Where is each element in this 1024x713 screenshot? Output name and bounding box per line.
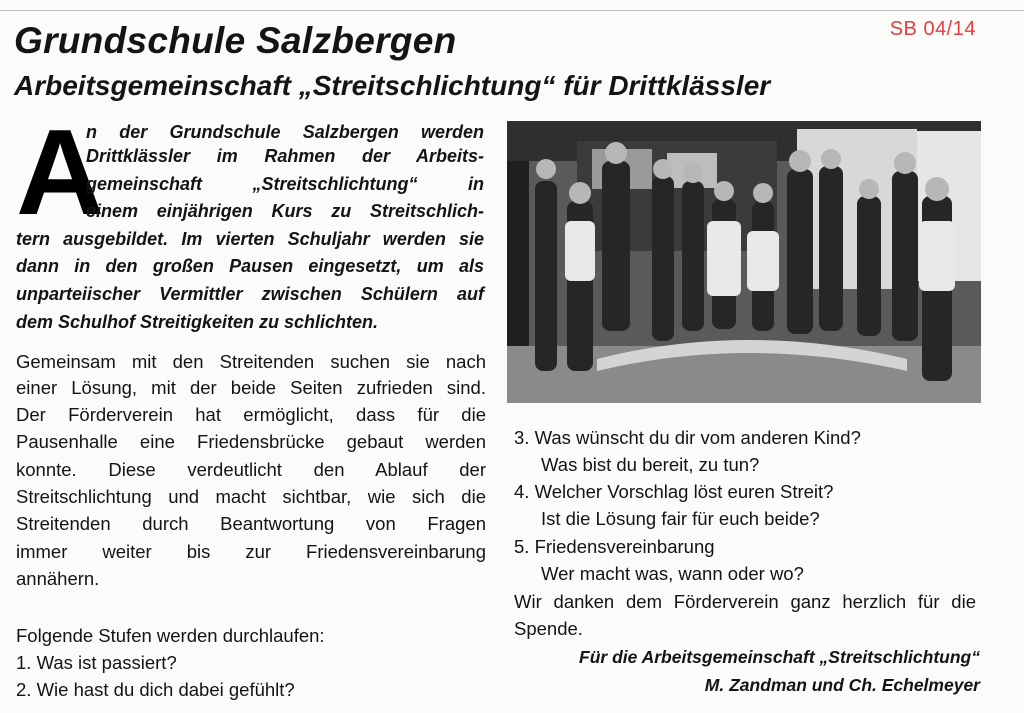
lead-line: dem Schulhof Streitigkeiten zu schlichten. bbox=[16, 312, 379, 332]
school-title: Grundschule Salzbergen bbox=[14, 20, 457, 61]
issue-tag: SB 04/14 bbox=[889, 18, 976, 40]
step-item: 4. Welcher Vorschlag löst euren Streit? bbox=[514, 481, 834, 502]
body-line: Gemeinsam mit den Streitenden suchen sie nach bbox=[16, 351, 486, 372]
lead-line: Drittklässler im Rahmen der Arbeits- bbox=[86, 146, 484, 166]
article-subtitle: Arbeitsgemeinschaft „Streitschlichtung“ für Drittklässler bbox=[14, 70, 771, 101]
body-line: einer Lösung, mit der beide Seiten zufrieden sind. bbox=[16, 377, 486, 398]
signature-authors: M. Zandman und Ch. Echelmeyer bbox=[704, 675, 980, 695]
thanks-line: Spende. bbox=[514, 618, 583, 639]
body-line: immer weiter bis zur Friedensvereinbarung bbox=[16, 541, 486, 562]
signature-line: Für die Arbeitsgemeinschaft „Streitschlichtung“ bbox=[579, 647, 980, 667]
step-item: 1. Was ist passiert? bbox=[16, 652, 177, 673]
thanks-line: Wir danken dem Förderverein ganz herzlich für die bbox=[514, 591, 976, 612]
step-question: Ist die Lösung fair für euch beide? bbox=[541, 508, 820, 529]
body-line: konnte. Diese verdeutlicht den Ablauf der bbox=[16, 459, 486, 480]
steps-intro: Folgende Stufen werden durchlaufen: bbox=[16, 625, 325, 646]
lead-line: gemeinschaft „Streitschlichtung“ in bbox=[86, 174, 484, 194]
step-question: Wer macht was, wann oder wo? bbox=[541, 563, 804, 584]
body-line: Pausenhalle eine Friedensbrücke gebaut werden bbox=[16, 431, 486, 452]
body-line: annähern. bbox=[16, 568, 100, 589]
step-question: Was bist du bereit, zu tun? bbox=[541, 454, 760, 475]
body-line: Streitschlichtung und macht sichtbar, wie sich die bbox=[16, 486, 486, 507]
lead-line: n der Grundschule Salzbergen werden bbox=[86, 122, 484, 142]
lead-line: einem einjährigen Kurs zu Streitschlich- bbox=[86, 201, 484, 221]
step-item: 2. Wie hast du dich dabei gefühlt? bbox=[16, 679, 295, 700]
group-photo bbox=[507, 121, 981, 403]
page-edge-line bbox=[0, 10, 1024, 11]
lead-line: unparteiischer Vermittler zwischen Schülern auf bbox=[16, 284, 484, 304]
drop-cap: A bbox=[16, 104, 105, 240]
step-item: 5. Friedensvereinbarung bbox=[514, 536, 715, 557]
lead-line: tern ausgebildet. Im vierten Schuljahr werden sie bbox=[16, 229, 484, 249]
step-item: 3. Was wünscht du dir vom anderen Kind? bbox=[514, 427, 861, 448]
lead-line: dann in den großen Pausen eingesetzt, um als bbox=[16, 256, 484, 276]
body-line: Der Förderverein hat ermöglicht, dass für die bbox=[16, 404, 486, 425]
body-line: Streitenden durch Beantwortung von Fragen bbox=[16, 513, 486, 534]
